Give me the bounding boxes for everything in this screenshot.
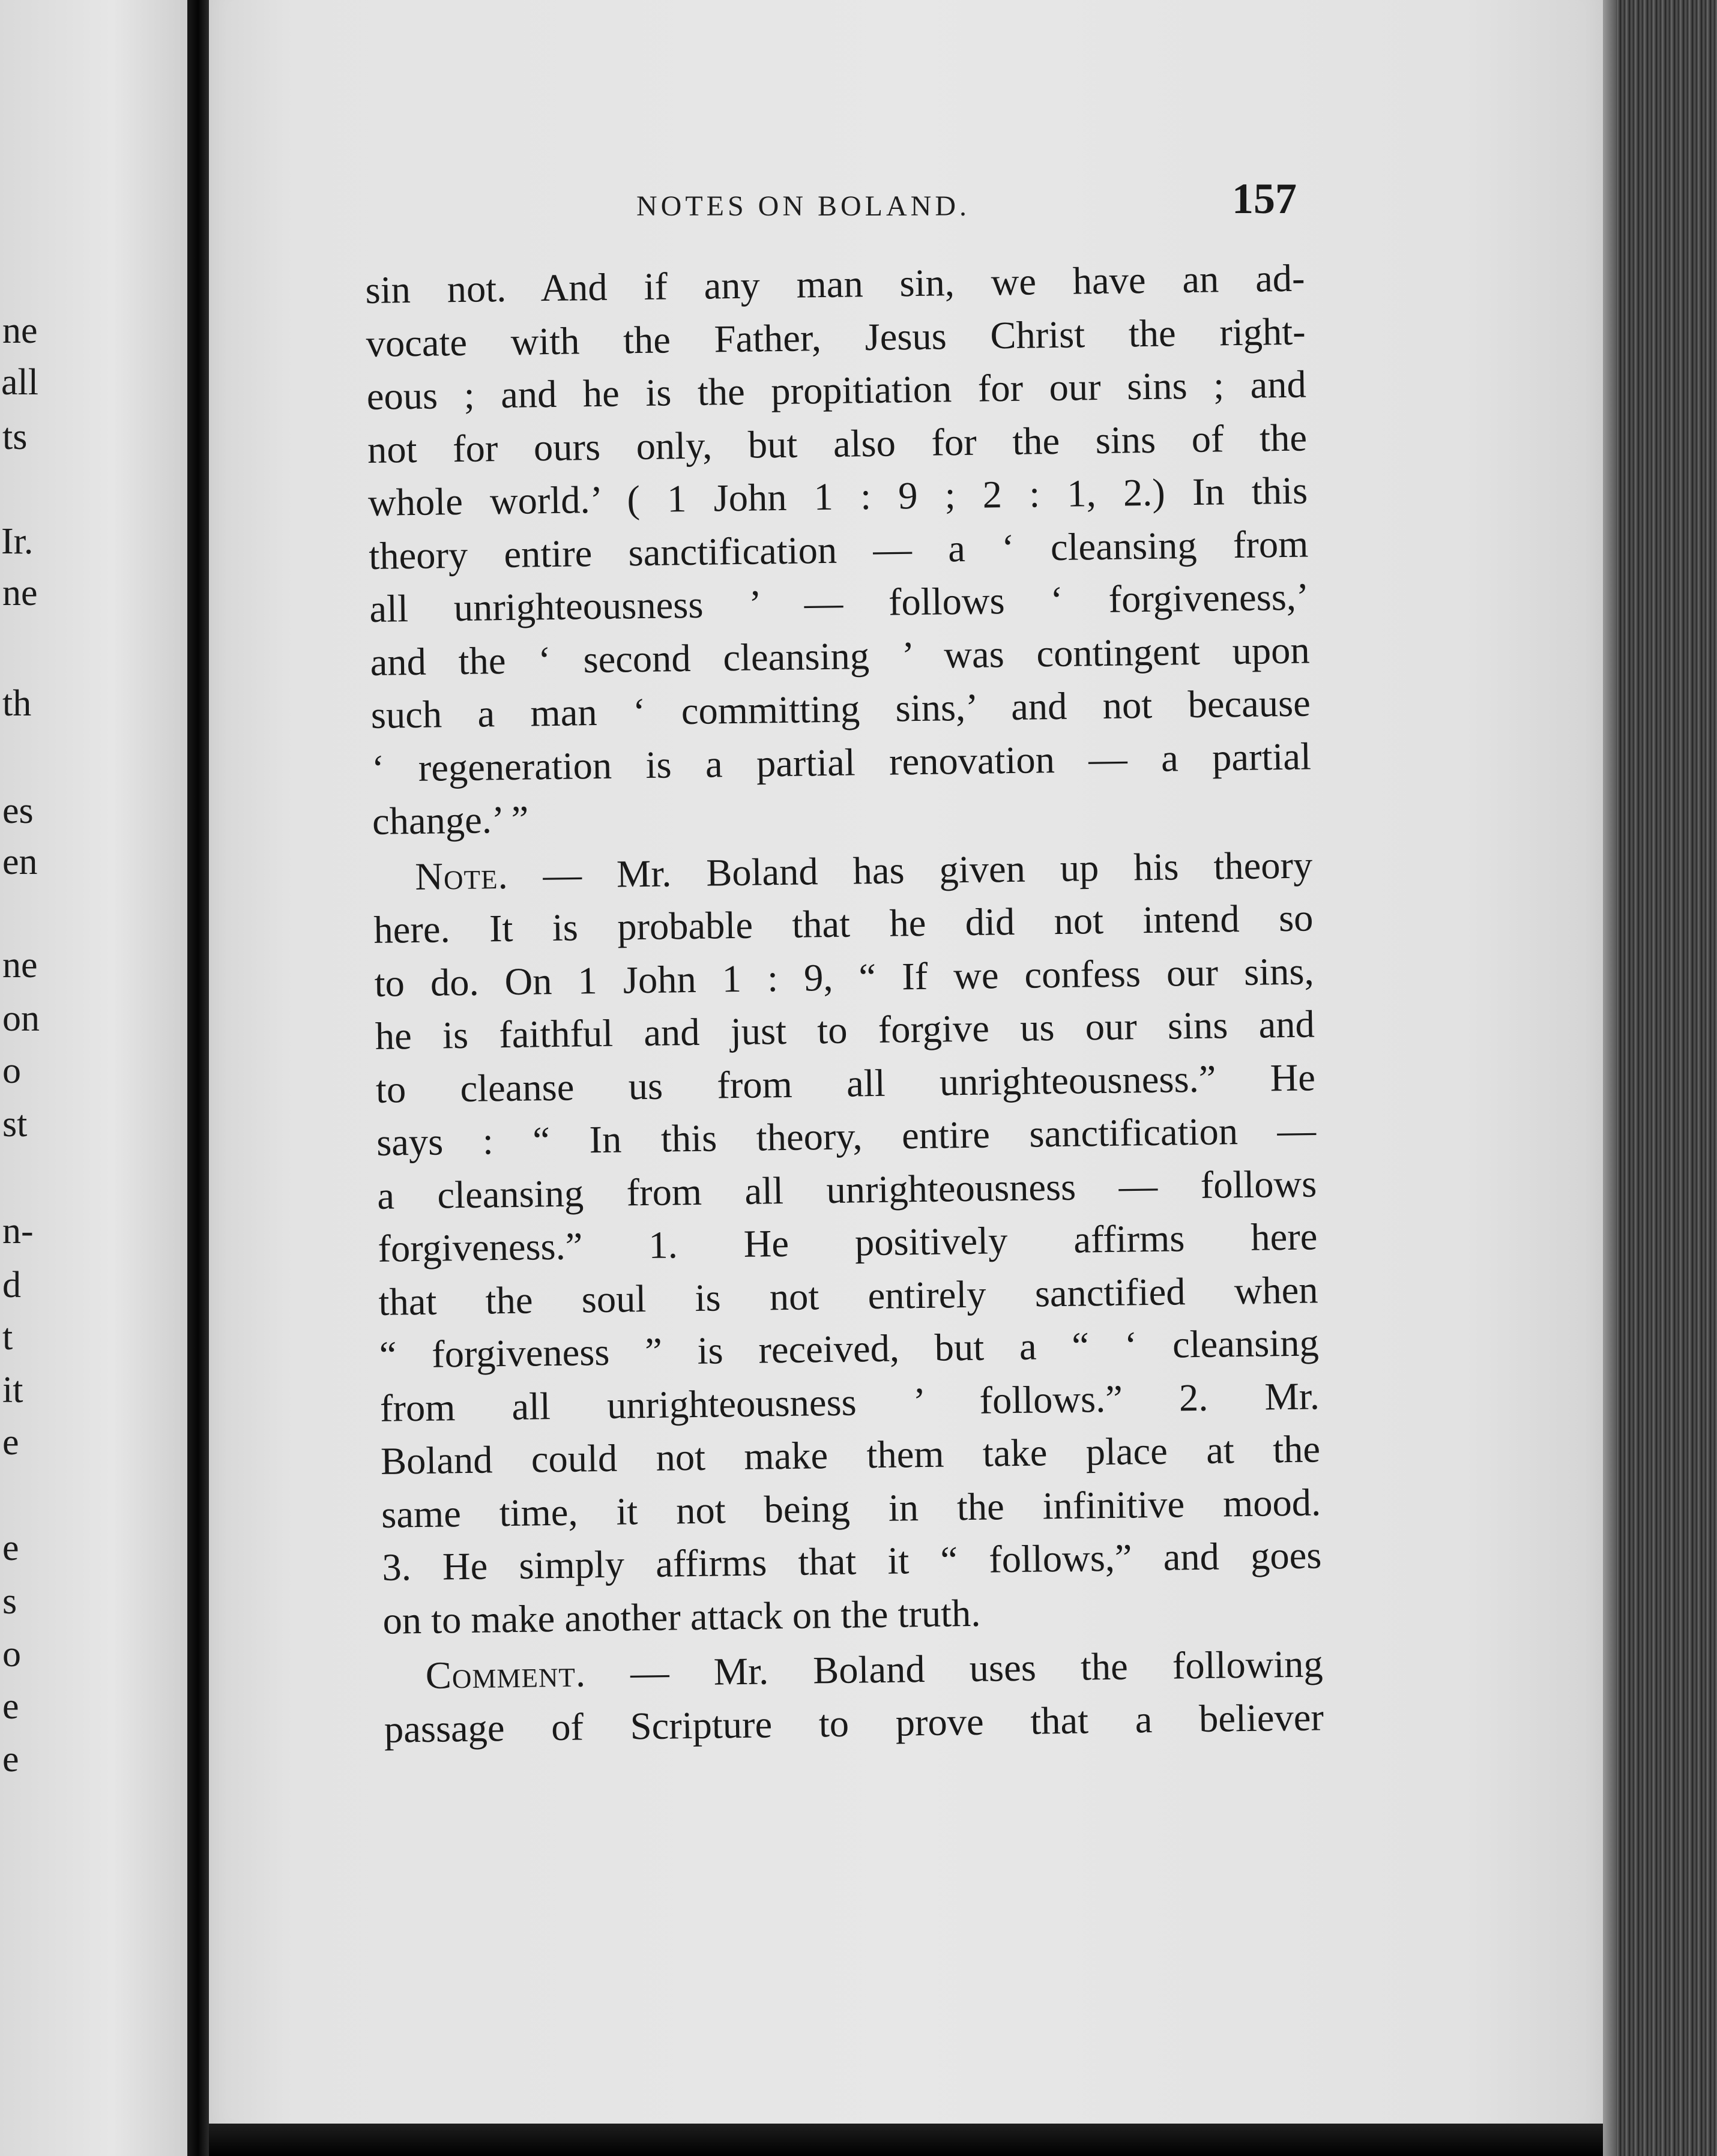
line-text: — Mr. Boland has given up his theory — [508, 843, 1313, 897]
text-line: forgiveness.” 1. He positively affirms here — [378, 1215, 1318, 1270]
text-line: change.’ ” — [372, 798, 529, 843]
text-line: ‘ regeneration is a partial renovation — a partial — [371, 734, 1312, 790]
facing-page-text-fragment: e — [2, 1528, 19, 1568]
text-line: he is faithful and just to forgive us our sins and — [375, 1002, 1315, 1058]
facing-page-text-fragment: t — [2, 1317, 13, 1358]
text-line: here. It is probable that he did not intend so — [373, 896, 1314, 951]
facing-page-text-fragment: e — [2, 1686, 19, 1727]
facing-page-text-fragment: th — [2, 683, 32, 724]
facing-page-text-fragment: es — [2, 790, 34, 831]
facing-page-text-fragment: ts — [2, 417, 28, 457]
facing-page-text-fragment: o — [2, 1050, 21, 1091]
text-line: 3. He simply affirms that it “ follows,” and goes — [381, 1534, 1322, 1589]
text-line: vocate with the Father, Jesus Christ the right- — [366, 310, 1306, 365]
body-text — [365, 252, 1324, 1756]
text-line: passage of Scripture to prove that a believer — [384, 1695, 1324, 1751]
facing-page-text-fragment: on — [2, 998, 40, 1039]
text-line: a cleansing from all unrighteousness — follows — [376, 1161, 1317, 1217]
text-line: not for ours only, but also for the sins of the — [367, 415, 1308, 471]
page-bottom-edge — [209, 2124, 1603, 2156]
facing-page-text-fragment: e — [2, 1422, 19, 1463]
text-line: whole world.’ ( 1 John 1 : 9 ; 2 : 1, 2.) In this — [367, 469, 1308, 524]
book-page-edges — [1603, 0, 1717, 2156]
text-line: sin not. And if any man sin, we have an ad- — [365, 256, 1305, 312]
running-head: NOTES ON BOLAND. — [636, 190, 970, 222]
text-line: to do. On 1 John 1 : 9, “ If we confess our sins, — [374, 949, 1315, 1005]
paragraph-lead-word: Note. — [414, 854, 508, 898]
text-line: Boland could not make them take place at the — [380, 1427, 1321, 1483]
facing-page-text-fragment: st — [2, 1104, 28, 1145]
facing-page-left — [0, 0, 187, 2156]
facing-page-text-fragment: ne — [2, 945, 38, 986]
text-line: to cleanse us from all unrighteousness.” He — [375, 1055, 1316, 1111]
facing-page-text-fragment: n- — [2, 1211, 34, 1251]
text-line: on to make another attack on the truth. — [382, 1591, 981, 1642]
line-text: — Mr. Boland uses the following — [585, 1642, 1324, 1695]
text-line: from all unrighteousness ’ follows.” 2. Mr. — [379, 1374, 1320, 1430]
facing-page-text-fragment: it — [2, 1370, 23, 1411]
facing-page-text-fragment: ne — [2, 573, 38, 613]
text-line: same time, it not being in the infinitive mood. — [381, 1480, 1321, 1536]
facing-page-text-fragment: Ir. — [1, 521, 34, 562]
page-number: 157 — [1232, 175, 1297, 223]
text-line: and the ‘ second cleansing ’ was contingent upon — [370, 628, 1311, 684]
facing-page-text-fragment: s — [2, 1581, 17, 1622]
text-line: theory entire sanctification — a ‘ cleansing from — [368, 522, 1309, 577]
text-line: “ forgiveness ” is received, but a “ ‘ cleansing — [379, 1321, 1320, 1376]
book-gutter — [187, 0, 209, 2156]
text-line: such a man ‘ committing sins,’ and not because — [370, 681, 1311, 736]
facing-page-text-fragment: en — [2, 842, 38, 882]
text-line: says : “ In this theory, entire sanctification — — [376, 1109, 1317, 1164]
text-line: eous ; and he is the propitiation for our sins ; and — [366, 363, 1307, 418]
text-line: all unrighteousness ’ — follows ‘ forgiveness,’ — [369, 575, 1309, 630]
facing-page-text-fragment: all — [1, 362, 38, 403]
page-header — [636, 161, 1297, 239]
facing-page-text-fragment: d — [2, 1265, 21, 1305]
facing-page-text-fragment: ne — [2, 310, 38, 351]
facing-page-text-fragment: e — [2, 1739, 19, 1780]
paragraph-lead-word: Comment. — [425, 1652, 587, 1697]
text-line: that the soul is not entirely sanctified when — [378, 1268, 1318, 1323]
facing-page-text-fragment: o — [2, 1634, 21, 1675]
